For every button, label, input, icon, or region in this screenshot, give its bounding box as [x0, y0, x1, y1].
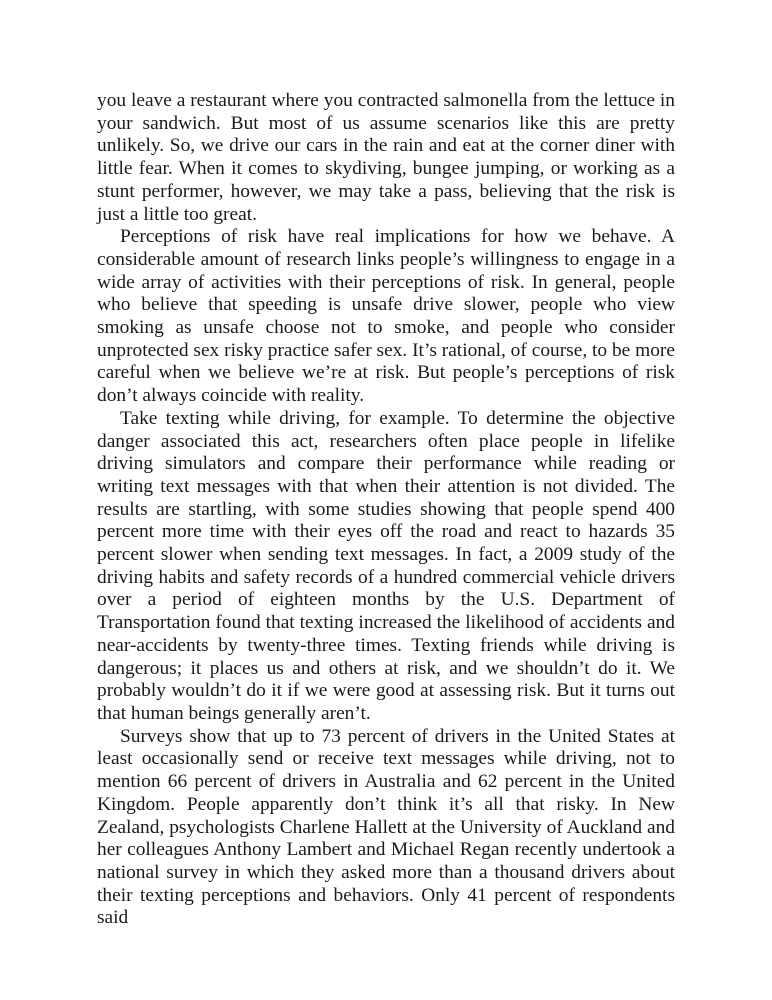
- document-page: [97, 90, 675, 930]
- paragraph-texting-driving: Take texting while driving, for example. To determine the objective danger associated this act, researchers often place people in lifelike driving simulators and compare their performance while reading or writing text messages with that when their attention is not divided. The results are startling, with some studies showing that people spend 400 percent more time with their eyes off the road and react to hazards 35 percent slower when sending text messages. In fact, a 2009 study of the driving habits and safety records of a hundred commercial vehicle drivers over a period of eighteen months by the U.S. Department of Transportation found that texting increased the likelihood of accidents and near-accidents by twenty-three times. Texting friends while driving is dangerous; it places us and others at risk, and we shouldn’t do it. We probably wouldn’t do it if we were good at assessing risk. But it turns out that human beings generally aren’t.: [97, 407, 675, 724]
- paragraph-surveys: Surveys show that up to 73 percent of drivers in the United States at least occasionally send or receive text messages while driving, not to mention 66 percent of drivers in Australia and 62 percent in the United Kingdom. People apparently don’t think it’s all that risky. In New Zealand, psychologists Charlene Hallett at the University of Auckland and her colleagues Anthony Lambert and Michael Regan recently undertook a national survey in which they asked more than a thousand drivers about their texting perceptions and behaviors. Only 41 percent of respondents said: [97, 725, 675, 929]
- paragraph-risk-perceptions: Perceptions of risk have real implications for how we behave. A considerable amount of research links people’s willingness to engage in a wide array of activities with their perceptions of risk. In general, people who believe that speeding is unsafe drive slower, people who view smoking as unsafe choose not to smoke, and people who consider unprotected sex risky practice safer sex. It’s rational, of course, to be more careful when we believe we’re at risk. But people’s perceptions of risk don’t always coincide with reality.: [97, 226, 675, 407]
- paragraph-continuation: you leave a restaurant where you contracted salmonella from the lettuce in your sandwich. But most of us assume scenarios like this are pretty unlikely. So, we drive our cars in the rain and eat at the corner diner with little fear. When it comes to skydiving, bungee jumping, or working as a stunt performer, however, we may take a pass, believing that the risk is just a little too great.: [97, 90, 675, 225]
